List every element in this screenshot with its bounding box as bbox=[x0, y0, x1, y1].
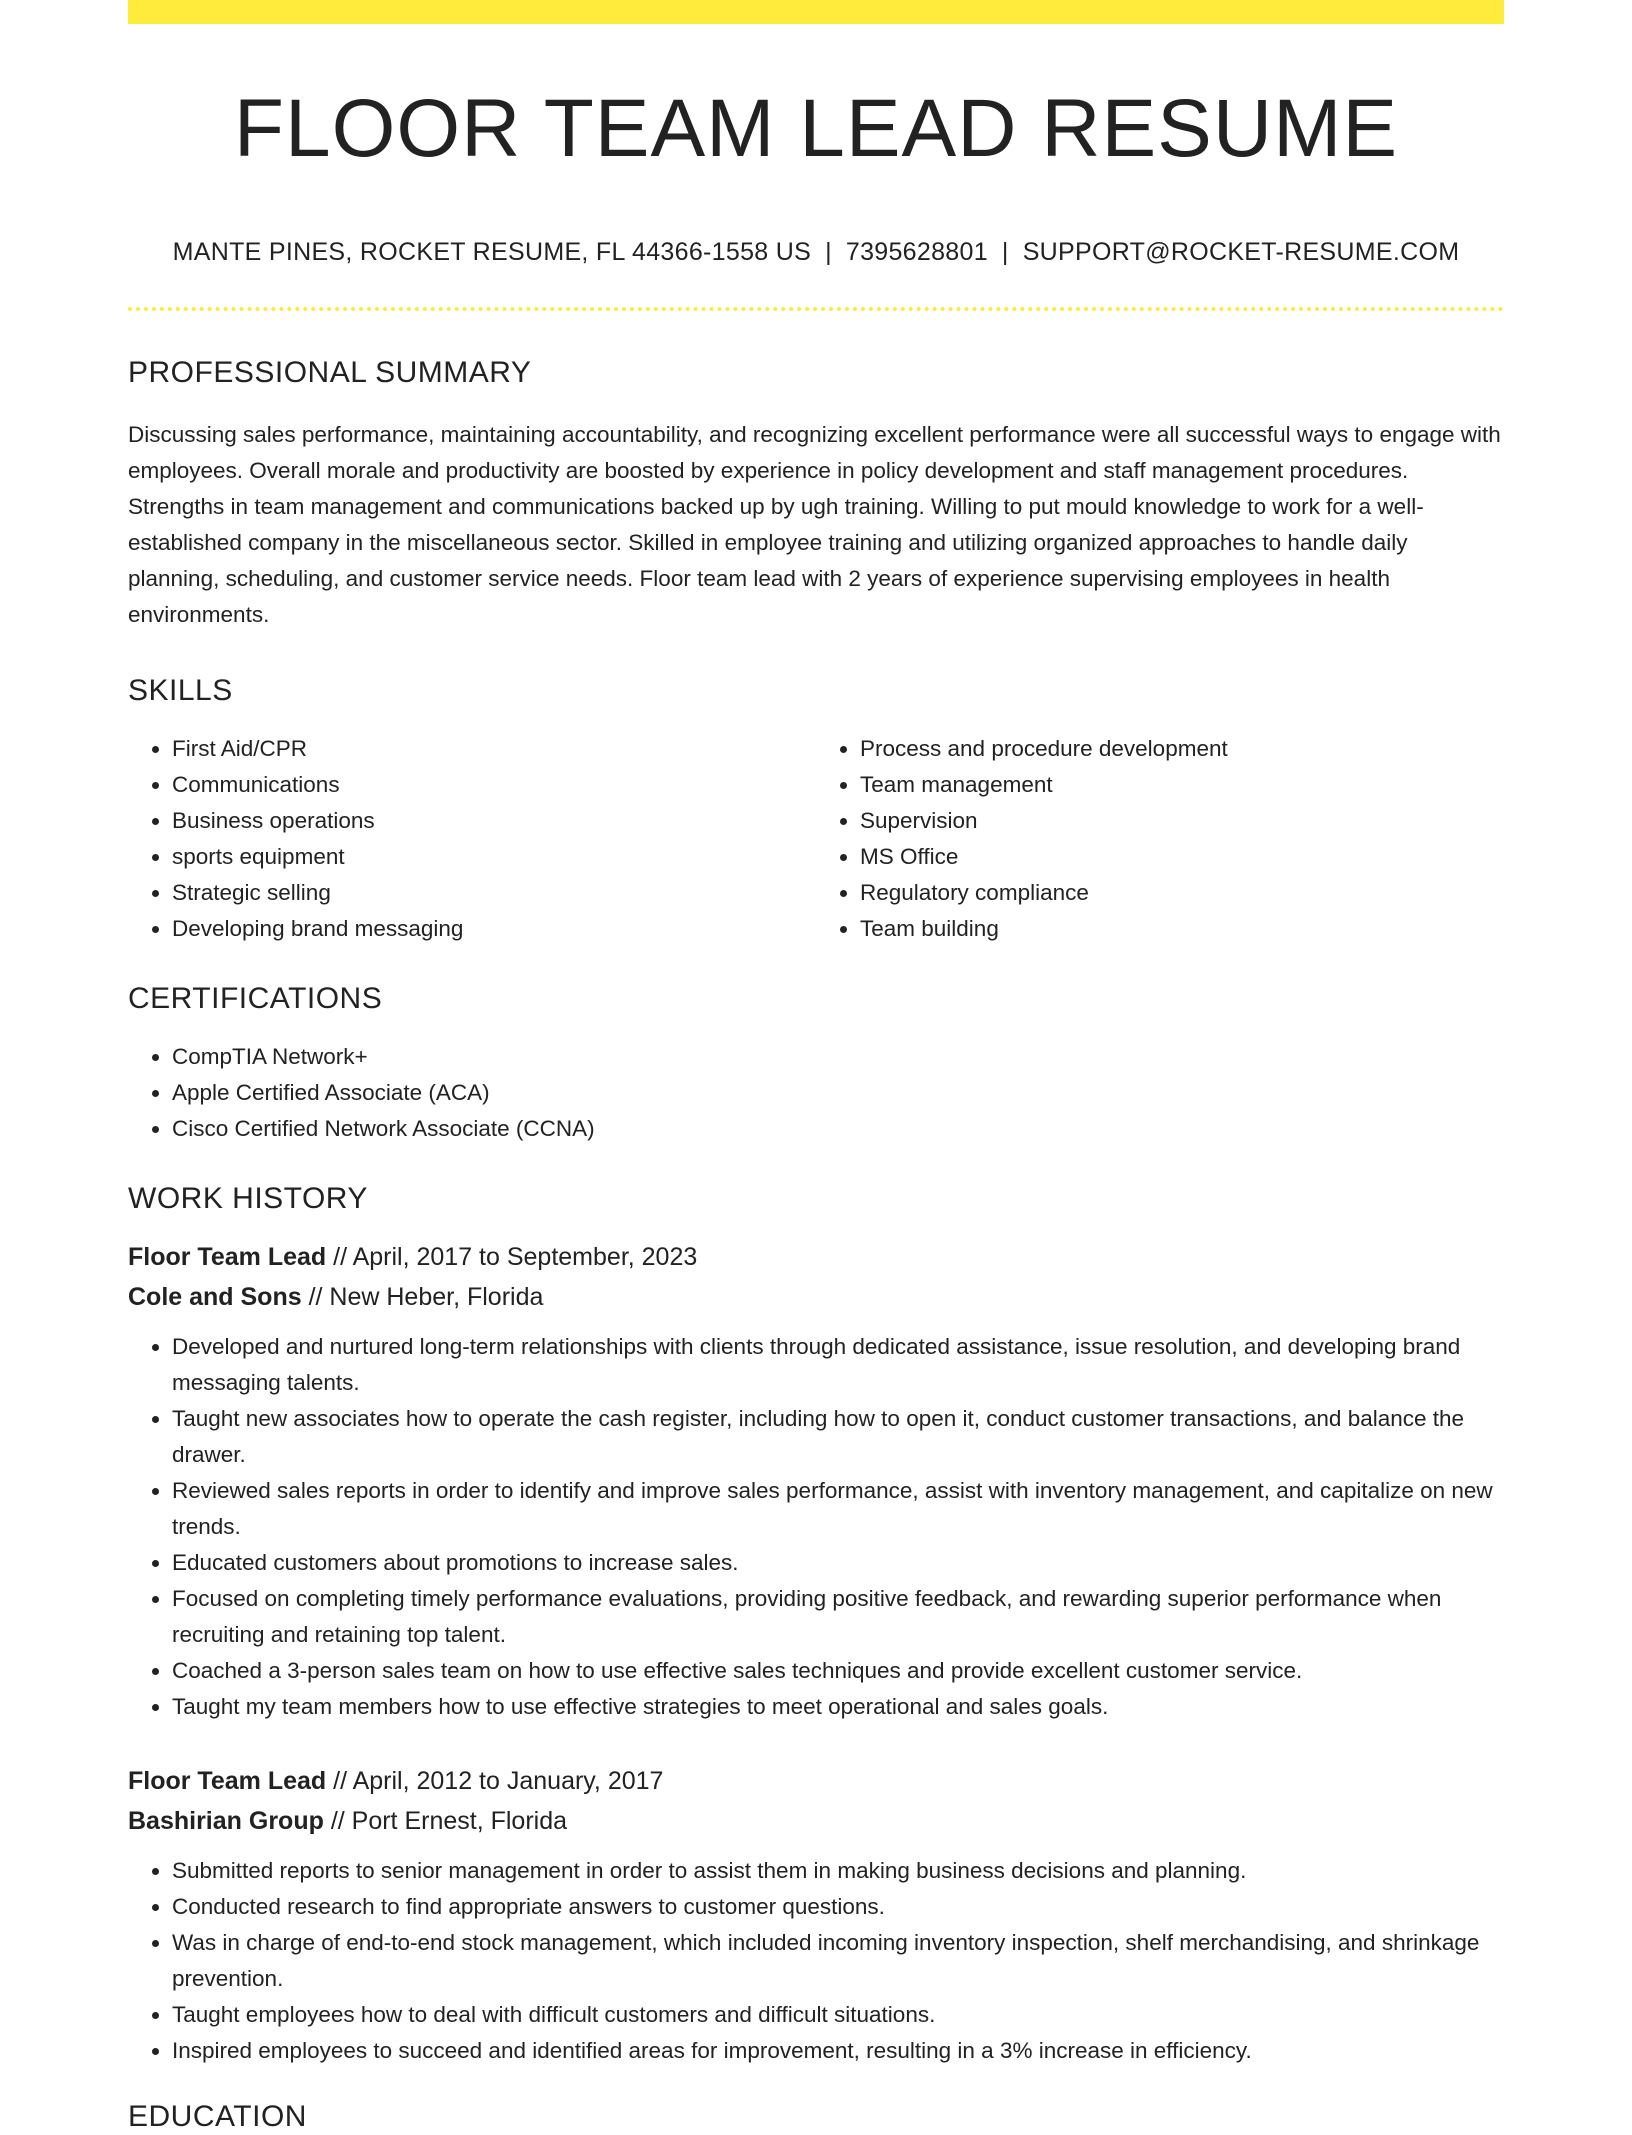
job-bullet: • Educated customers about promotions to increase sales. bbox=[172, 1545, 1504, 1581]
certification-item: • CompTIA Network+ bbox=[172, 1039, 1504, 1075]
skill-item: • Business operations bbox=[172, 803, 816, 839]
job-bullet: • Inspired employees to succeed and identified areas for improvement, resulting in a 3% increase in efficiency. bbox=[172, 2033, 1504, 2069]
job-bullet: • Was in charge of end-to-end stock management, which included incoming inventory inspection, shelf merchandising, and shrinkage prevention. bbox=[172, 1925, 1504, 1997]
contact-separator: | bbox=[1001, 238, 1009, 267]
job-company: Bashirian Group bbox=[128, 1807, 324, 1836]
skill-item: • Process and procedure development bbox=[860, 731, 1504, 767]
summary-section bbox=[128, 355, 1504, 633]
skill-item: • Regulatory compliance bbox=[860, 875, 1504, 911]
job-title: Floor Team Lead bbox=[128, 1767, 327, 1796]
job-company-line bbox=[128, 1801, 1504, 1841]
skills-section bbox=[128, 673, 1504, 947]
job-bullet: • Taught new associates how to operate the cash register, including how to open it, conduct customer transactions, and balance the drawer. bbox=[172, 1401, 1504, 1473]
work-history-heading: WORK HISTORY bbox=[128, 1182, 368, 1216]
skill-item: • Team management bbox=[860, 767, 1504, 803]
certifications-section bbox=[128, 981, 1504, 1147]
contact-phone: 7395628801 bbox=[845, 238, 988, 267]
job-bullet: • Reviewed sales reports in order to identify and improve sales performance, assist with inventory management, and capitalize on new trends. bbox=[172, 1473, 1504, 1545]
contact-email: SUPPORT@ROCKET-RESUME.COM bbox=[1022, 238, 1460, 267]
job-dates: // April, 2017 to September, 2023 bbox=[326, 1243, 698, 1272]
job-bullet: • Taught my team members how to use effective strategies to meet operational and sales goals. bbox=[172, 1689, 1504, 1725]
job-title-line bbox=[128, 1761, 1504, 1801]
skill-item: • Supervision bbox=[860, 803, 1504, 839]
skill-item: • Communications bbox=[172, 767, 816, 803]
job-bullet: • Coached a 3-person sales team on how to use effective sales techniques and provide excellent customer service. bbox=[172, 1653, 1504, 1689]
job-company: Cole and Sons bbox=[128, 1283, 302, 1312]
job-bullets bbox=[128, 1329, 1504, 1725]
contact-separator: | bbox=[825, 238, 832, 267]
skill-item: • Team building bbox=[860, 911, 1504, 947]
skill-item: • First Aid/CPR bbox=[172, 731, 816, 767]
education-heading: EDUCATION bbox=[128, 2100, 307, 2134]
skill-item: • MS Office bbox=[860, 839, 1504, 875]
contact-address: MANTE PINES, ROCKET RESUME, FL 44366-1558 US bbox=[172, 238, 812, 267]
job-bullets bbox=[128, 1853, 1504, 2069]
job-dates: // April, 2012 to January, 2017 bbox=[326, 1767, 664, 1796]
job-location: // Port Ernest, Florida bbox=[323, 1807, 568, 1836]
work-history-section bbox=[128, 1181, 1504, 2069]
job-location: // New Heber, Florida bbox=[301, 1283, 544, 1312]
certification-item: • Cisco Certified Network Associate (CCNA) bbox=[172, 1111, 1504, 1147]
resume-page bbox=[128, 0, 1504, 2135]
skills-heading: SKILLS bbox=[128, 674, 233, 708]
summary-heading: PROFESSIONAL SUMMARY bbox=[128, 356, 532, 390]
job-bullet: • Taught employees how to deal with difficult customers and difficult situations. bbox=[172, 1997, 1504, 2033]
page-title: FLOOR TEAM LEAD RESUME bbox=[233, 83, 1399, 174]
job-entry bbox=[128, 1237, 1504, 1725]
certification-item: • Apple Certified Associate (ACA) bbox=[172, 1075, 1504, 1111]
certifications-heading: CERTIFICATIONS bbox=[128, 982, 383, 1016]
job-bullet: • Developed and nurtured long-term relationships with clients through dedicated assistance, issue resolution, and developing brand messaging talents. bbox=[172, 1329, 1504, 1401]
job-company-line bbox=[128, 1277, 1504, 1317]
job-bullet: • Focused on completing timely performance evaluations, providing positive feedback, and rewarding superior performance when recruiting and retaining top talent. bbox=[172, 1581, 1504, 1653]
skills-left-list bbox=[128, 731, 816, 947]
top-accent-bar bbox=[128, 0, 1504, 24]
job-title-line bbox=[128, 1237, 1504, 1277]
job-title: Floor Team Lead bbox=[128, 1243, 327, 1272]
skill-item: • Developing brand messaging bbox=[172, 911, 816, 947]
skill-item: • sports equipment bbox=[172, 839, 816, 875]
contact-line bbox=[128, 238, 1504, 267]
job-entry bbox=[128, 1761, 1504, 2069]
job-bullet: • Submitted reports to senior management in order to assist them in making business decisions and planning. bbox=[172, 1853, 1504, 1889]
summary-text: Discussing sales performance, maintaining accountability, and recognizing excellent performance were all successful ways to engage with employees. Overall morale and productivity are boosted by experience in policy development and staff management procedures. Strengths in team management and communications backed up by ugh training. Willing to put mould knowledge to work for a well-established company in the miscellaneous sector. Skilled in employee training and utilizing organized approaches to handle daily planning, scheduling, and customer service needs. Floor team lead with 2 years of experience supervising employees in health environments. bbox=[128, 422, 1501, 628]
job-bullet: • Conducted research to find appropriate answers to customer questions. bbox=[172, 1889, 1504, 1925]
skills-columns bbox=[128, 731, 1504, 947]
dotted-divider bbox=[128, 307, 1504, 311]
skills-right-list bbox=[816, 731, 1504, 947]
education-section bbox=[128, 2099, 1504, 2135]
certifications-list bbox=[128, 1039, 1504, 1147]
skill-item: • Strategic selling bbox=[172, 875, 816, 911]
